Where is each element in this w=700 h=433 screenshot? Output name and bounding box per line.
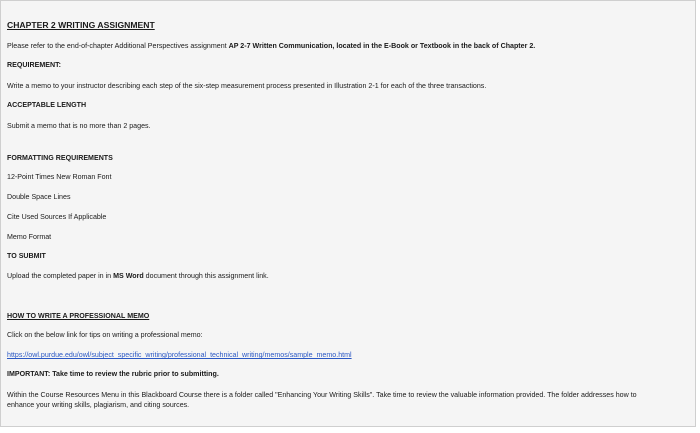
requirement-heading: REQUIREMENT: xyxy=(7,61,61,69)
formatting-item: Cite Used Sources If Applicable xyxy=(7,213,107,221)
submit-suffix: document through this assignment link. xyxy=(143,272,269,280)
intro-prefix: Please refer to the end-of-chapter Additional Perspectives assignment xyxy=(7,42,229,50)
length-text: Submit a memo that is no more than 2 pages. xyxy=(7,122,151,130)
submit-bold: MS Word xyxy=(113,272,144,280)
intro-text xyxy=(7,42,535,51)
intro-bold: AP 2-7 Written Communication, located in the E-Book or Textbook in the back of Chapter 2. xyxy=(228,42,536,50)
formatting-heading: FORMATTING REQUIREMENTS xyxy=(7,154,113,162)
formatting-item: 12-Point Times New Roman Font xyxy=(7,173,112,181)
submit-prefix: Upload the completed paper in in xyxy=(7,272,114,280)
length-heading: ACCEPTABLE LENGTH xyxy=(7,101,87,109)
important-text: Take time to review the rubric prior to submitting. xyxy=(50,370,219,378)
page-title: CHAPTER 2 WRITING ASSIGNMENT xyxy=(7,20,155,30)
important-note xyxy=(7,370,219,379)
resources-text: Within the Course Resources Menu in this Blackboard Course there is a folder called "Enhancing Your Writing Skills". Take time to review the valuable information provided. The folder addresses how to enhance your writing skills, plagiarism, and citing sources. xyxy=(7,391,637,409)
formatting-item: Memo Format xyxy=(7,233,52,241)
submit-text xyxy=(7,272,269,281)
submit-heading: TO SUBMIT xyxy=(7,252,46,260)
formatting-item: Double Space Lines xyxy=(7,193,71,201)
important-label: IMPORTANT: xyxy=(7,370,51,378)
memo-link[interactable]: https://owl.purdue.edu/owl/subject_specific_writing/professional_technical_writing/memos/sample_memo.html xyxy=(7,351,352,359)
memo-text: Click on the below link for tips on writing a professional memo: xyxy=(7,331,203,339)
memo-heading: HOW TO WRITE A PROFESSIONAL MEMO xyxy=(7,312,150,320)
requirement-text: Write a memo to your instructor describing each step of the six-step measurement process presented in Illustration 2-1 for each of the three transactions. xyxy=(7,82,487,90)
